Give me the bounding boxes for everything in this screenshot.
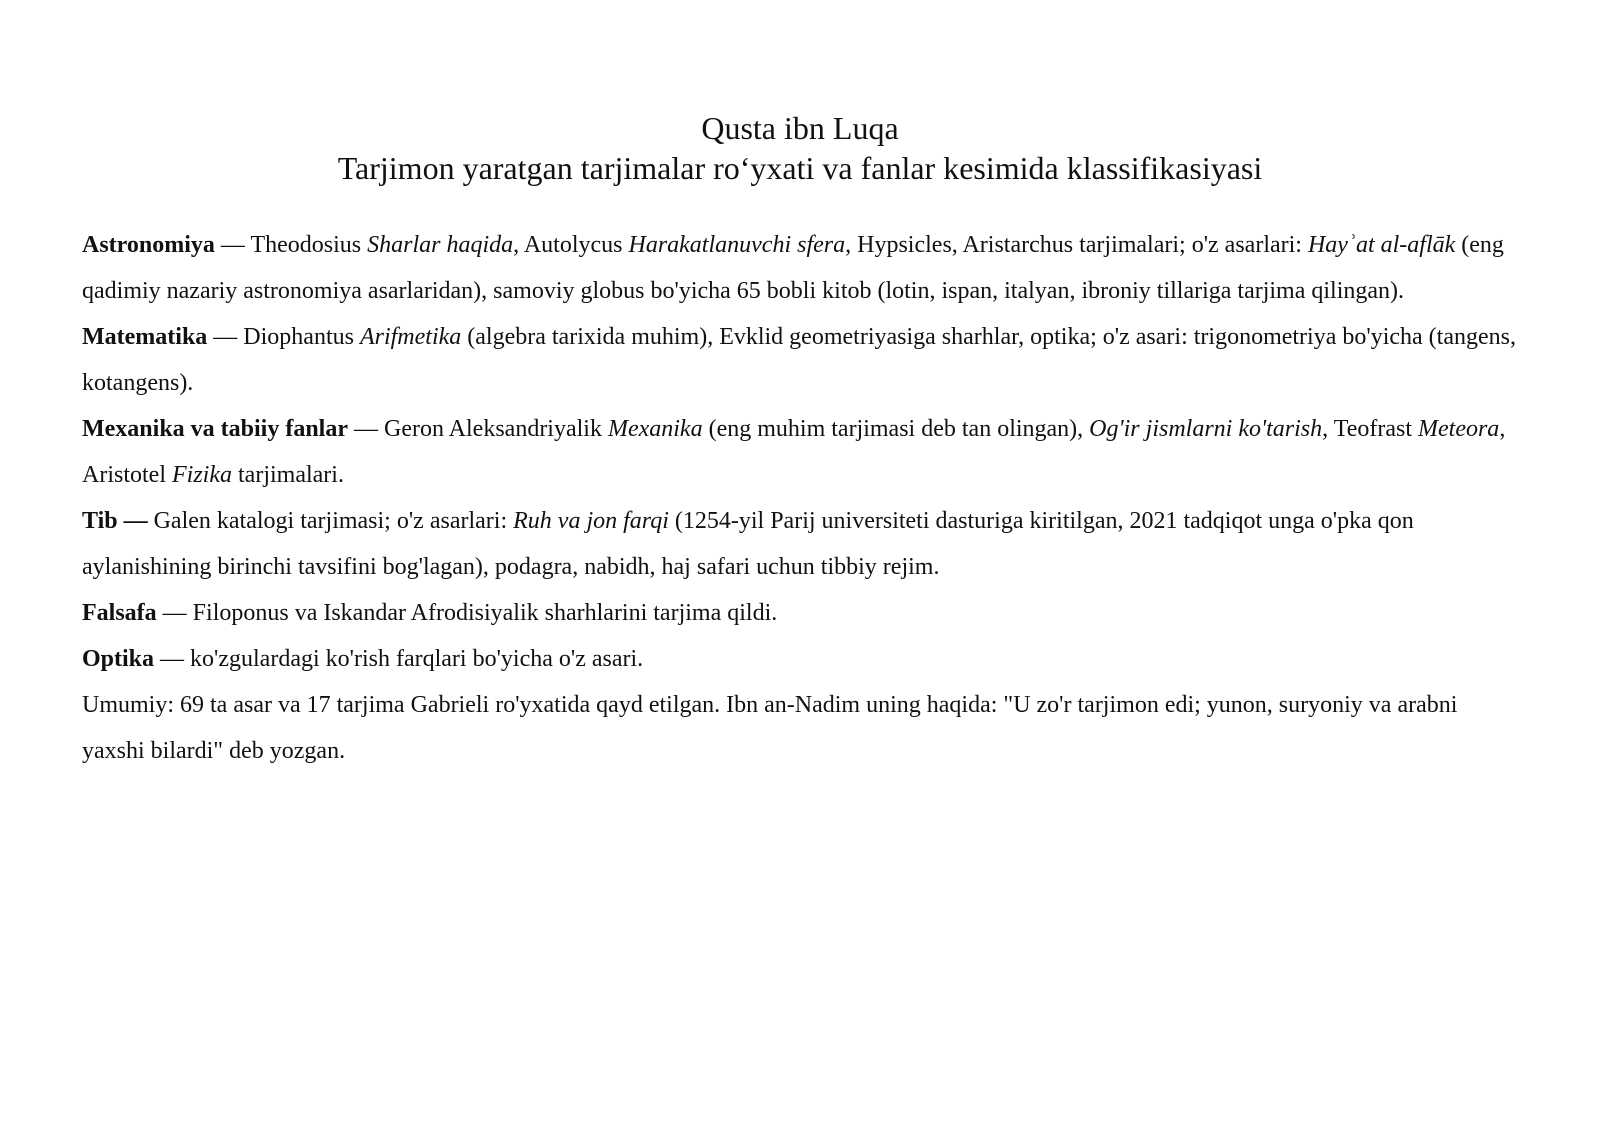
paragraph-summary: Umumiy: 69 ta asar va 17 tarjima Gabrieli ro'yxatida qayd etilgan. Ibn an-Nadim uning haqida: "U zo'r tarjimon edi; yunon, suryoniy va arabni yaxshi bilardi" deb yozgan.	[82, 692, 1458, 764]
page-subtitle: Tarjimon yaratgan tarjimalar ro‘yxati va fanlar kesimida klassifikasiyasi	[337, 150, 1263, 186]
text-span: — Geron Aleksandriyalik	[348, 416, 608, 442]
text-span: — ko'zgulardagi ko'rish farqlari bo'yicha o'z asari.	[154, 646, 644, 672]
work-title: Mexanika	[607, 416, 703, 442]
section-heading-philosophy: Falsafa	[82, 600, 157, 626]
page-title: Qusta ibn Luqa	[701, 110, 899, 146]
text-span: (1254-yil Parij universiteti dasturiga kiritilgan, 2021 tadqiqot unga o'pka qon aylanishining birinchi tavsifini bog'lagan), podagra, nabidh, haj safari uchun tibbiy rejim.	[82, 508, 1414, 580]
text-span: (eng muhim tarjimasi deb tan olingan),	[702, 416, 1090, 442]
text-span: tarjimalari.	[232, 462, 344, 488]
paragraph-optics	[82, 636, 1522, 682]
section-heading-astronomy: Astronomiya	[82, 232, 215, 258]
work-title: Arifmetika	[359, 324, 462, 350]
text-span: — Diophantus	[207, 324, 360, 350]
text-span: (algebra tarixida muhim), Evklid geometriyasiga sharhlar, optika; o'z asari: trigonometriya bo'yicha (tangens, kotangens).	[82, 324, 1516, 396]
text-span: — Theodosius	[214, 232, 368, 258]
text-span: — Filoponus va Iskandar Afrodisiyalik sharhlarini tarjima qildi.	[156, 600, 778, 626]
text-span: , Hypsicles, Aristarchus tarjimalari; o'z asarlari:	[845, 232, 1308, 258]
work-title: Og'ir jismlarni ko'tarish	[1089, 416, 1323, 442]
text-span: (eng qadimiy nazariy astronomiya asarlaridan), samoviy globus bo'yicha 65 bobli kitob (lotin, ispan, italyan, ibroniy tillariga tarjima qilingan).	[82, 232, 1504, 304]
title-block	[0, 108, 1600, 188]
document-body	[82, 222, 1522, 774]
paragraph-medicine	[82, 498, 1522, 590]
text-span: , Autolycus	[513, 232, 629, 258]
work-title: Fizika	[172, 462, 232, 488]
work-title: Sharlar haqida	[367, 232, 514, 258]
work-title: Harakatlanuvchi sfera	[628, 232, 846, 258]
text-span: , Teofrast	[1322, 416, 1418, 442]
section-heading-math: Matematika	[82, 324, 208, 350]
paragraph-astronomy	[82, 222, 1522, 314]
text-span: , Aristotel	[82, 416, 1506, 488]
paragraph-math	[82, 314, 1522, 406]
section-heading-mechanics: Mexanika va tabiiy fanlar	[82, 416, 349, 442]
work-title: Ruh va jon farqi	[513, 508, 669, 534]
paragraph-mechanics	[82, 406, 1522, 498]
paragraph-philosophy	[82, 590, 1522, 636]
text-span: Galen katalogi tarjimasi; o'z asarlari:	[147, 508, 514, 534]
work-title: Hayʾat al-aflāk	[1307, 232, 1456, 258]
section-heading-medicine: Tib —	[82, 508, 148, 534]
section-heading-optics: Optika	[82, 646, 155, 672]
work-title: Meteora	[1418, 416, 1500, 442]
